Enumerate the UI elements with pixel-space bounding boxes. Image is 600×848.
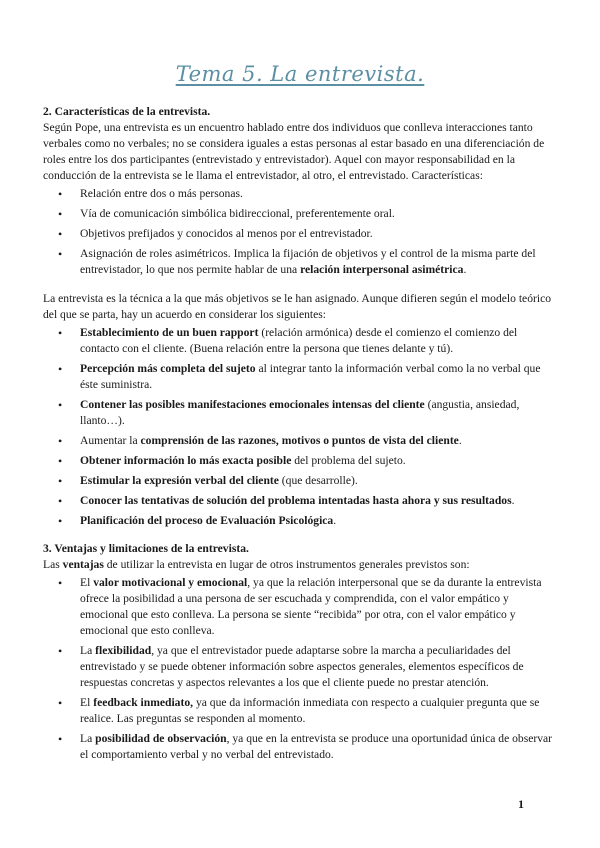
page-title: Tema 5. La entrevista. bbox=[175, 62, 425, 86]
list-item: • El feedback inmediato, ya que da información inmediata con respecto a cualquier pregunta que se realice. Las preguntas se responden al momento. bbox=[43, 695, 558, 727]
section-2-heading: 2. Características de la entrevista. bbox=[43, 105, 211, 118]
list-item: • Aumentar la comprensión de las razones, motivos o puntos de vista del cliente. bbox=[43, 433, 558, 449]
list-item: • Vía de comunicación simbólica bidireccional, preferentemente oral. bbox=[43, 206, 558, 222]
list-item: • Percepción más completa del sujeto al integrar tanto la información verbal como la no verbal que éste suministra. bbox=[43, 361, 558, 393]
advantages-list bbox=[43, 575, 558, 763]
objectives-list bbox=[43, 325, 558, 529]
objectives-intro: La entrevista es la técnica a la que más objetivos se le han asignado. Aunque difieren según el modelo teórico del que se parta, hay un acuerdo en considerar los siguientes: bbox=[43, 292, 552, 321]
list-item: • Planificación del proceso de Evaluación Psicológica. bbox=[43, 513, 558, 529]
list-item: • La flexibilidad, ya que el entrevistador puede adaptarse sobre la marcha a peculiaridades del entrevistado y se puede obtener información sobre aspectos generales, elementos específicos de respuestas concretas y aspectos relevantes a los que el cliente puede no prestar atención. bbox=[43, 643, 558, 691]
list-item: • Establecimiento de un buen rapport (relación armónica) desde el comienzo el comienzo del contacto con el cliente. (Buena relación entre la persona que tienes delante y tú). bbox=[43, 325, 558, 357]
characteristics-list bbox=[43, 186, 558, 278]
list-item: • Obtener información lo más exacta posible del problema del sujeto. bbox=[43, 453, 558, 469]
list-item: • Asignación de roles asimétricos. Implica la fijación de objetivos y el control de la misma parte del entrevistador, lo que nos permite hablar de una relación interpersonal asimétrica. bbox=[43, 246, 558, 278]
section-3-heading: 3. Ventajas y limitaciones de la entrevista. bbox=[43, 542, 249, 555]
list-item: • Estimular la expresión verbal del cliente (que desarrolle). bbox=[43, 473, 558, 489]
section-2-intro: Según Pope, una entrevista es un encuentro hablado entre dos individuos que conlleva interacciones tanto verbales como no verbales; no se considera iguales a estas personas al estar basado en una diferenciación de roles entre los dos participantes (entrevistado y entrevistador). Aquel con mayor responsabilidad en la conducción de la entrevista se le llama el entrevistador, al otro, el entrevistado. Características: bbox=[43, 121, 545, 182]
list-item: • Contener las posibles manifestaciones emocionales intensas del cliente (angustia, ansiedad, llanto…). bbox=[43, 397, 558, 429]
section-3-intro: Las ventajas de utilizar la entrevista en lugar de otros instrumentos generales previstos son: bbox=[43, 558, 470, 571]
page-number: 1 bbox=[518, 797, 524, 811]
list-item: • El valor motivacional y emocional, ya que la relación interpersonal que se da durante la entrevista ofrece la posibilidad a una persona de ser escuchada y comprendida, con el valor empático y emocional que esto conlleva. La persona se siente “recibida” por otra, con el valor empático y emocional que esto conlleva. bbox=[43, 575, 558, 639]
document-body bbox=[43, 104, 558, 767]
list-item: • La posibilidad de observación, ya que en la entrevista se produce una oportunidad única de observar el comportamiento verbal y no verbal del entrevistado. bbox=[43, 731, 558, 763]
list-item: • Objetivos prefijados y conocidos al menos por el entrevistador. bbox=[43, 226, 558, 242]
list-item: • Conocer las tentativas de solución del problema intentadas hasta ahora y sus resultados. bbox=[43, 493, 558, 509]
list-item: • Relación entre dos o más personas. bbox=[43, 186, 558, 202]
